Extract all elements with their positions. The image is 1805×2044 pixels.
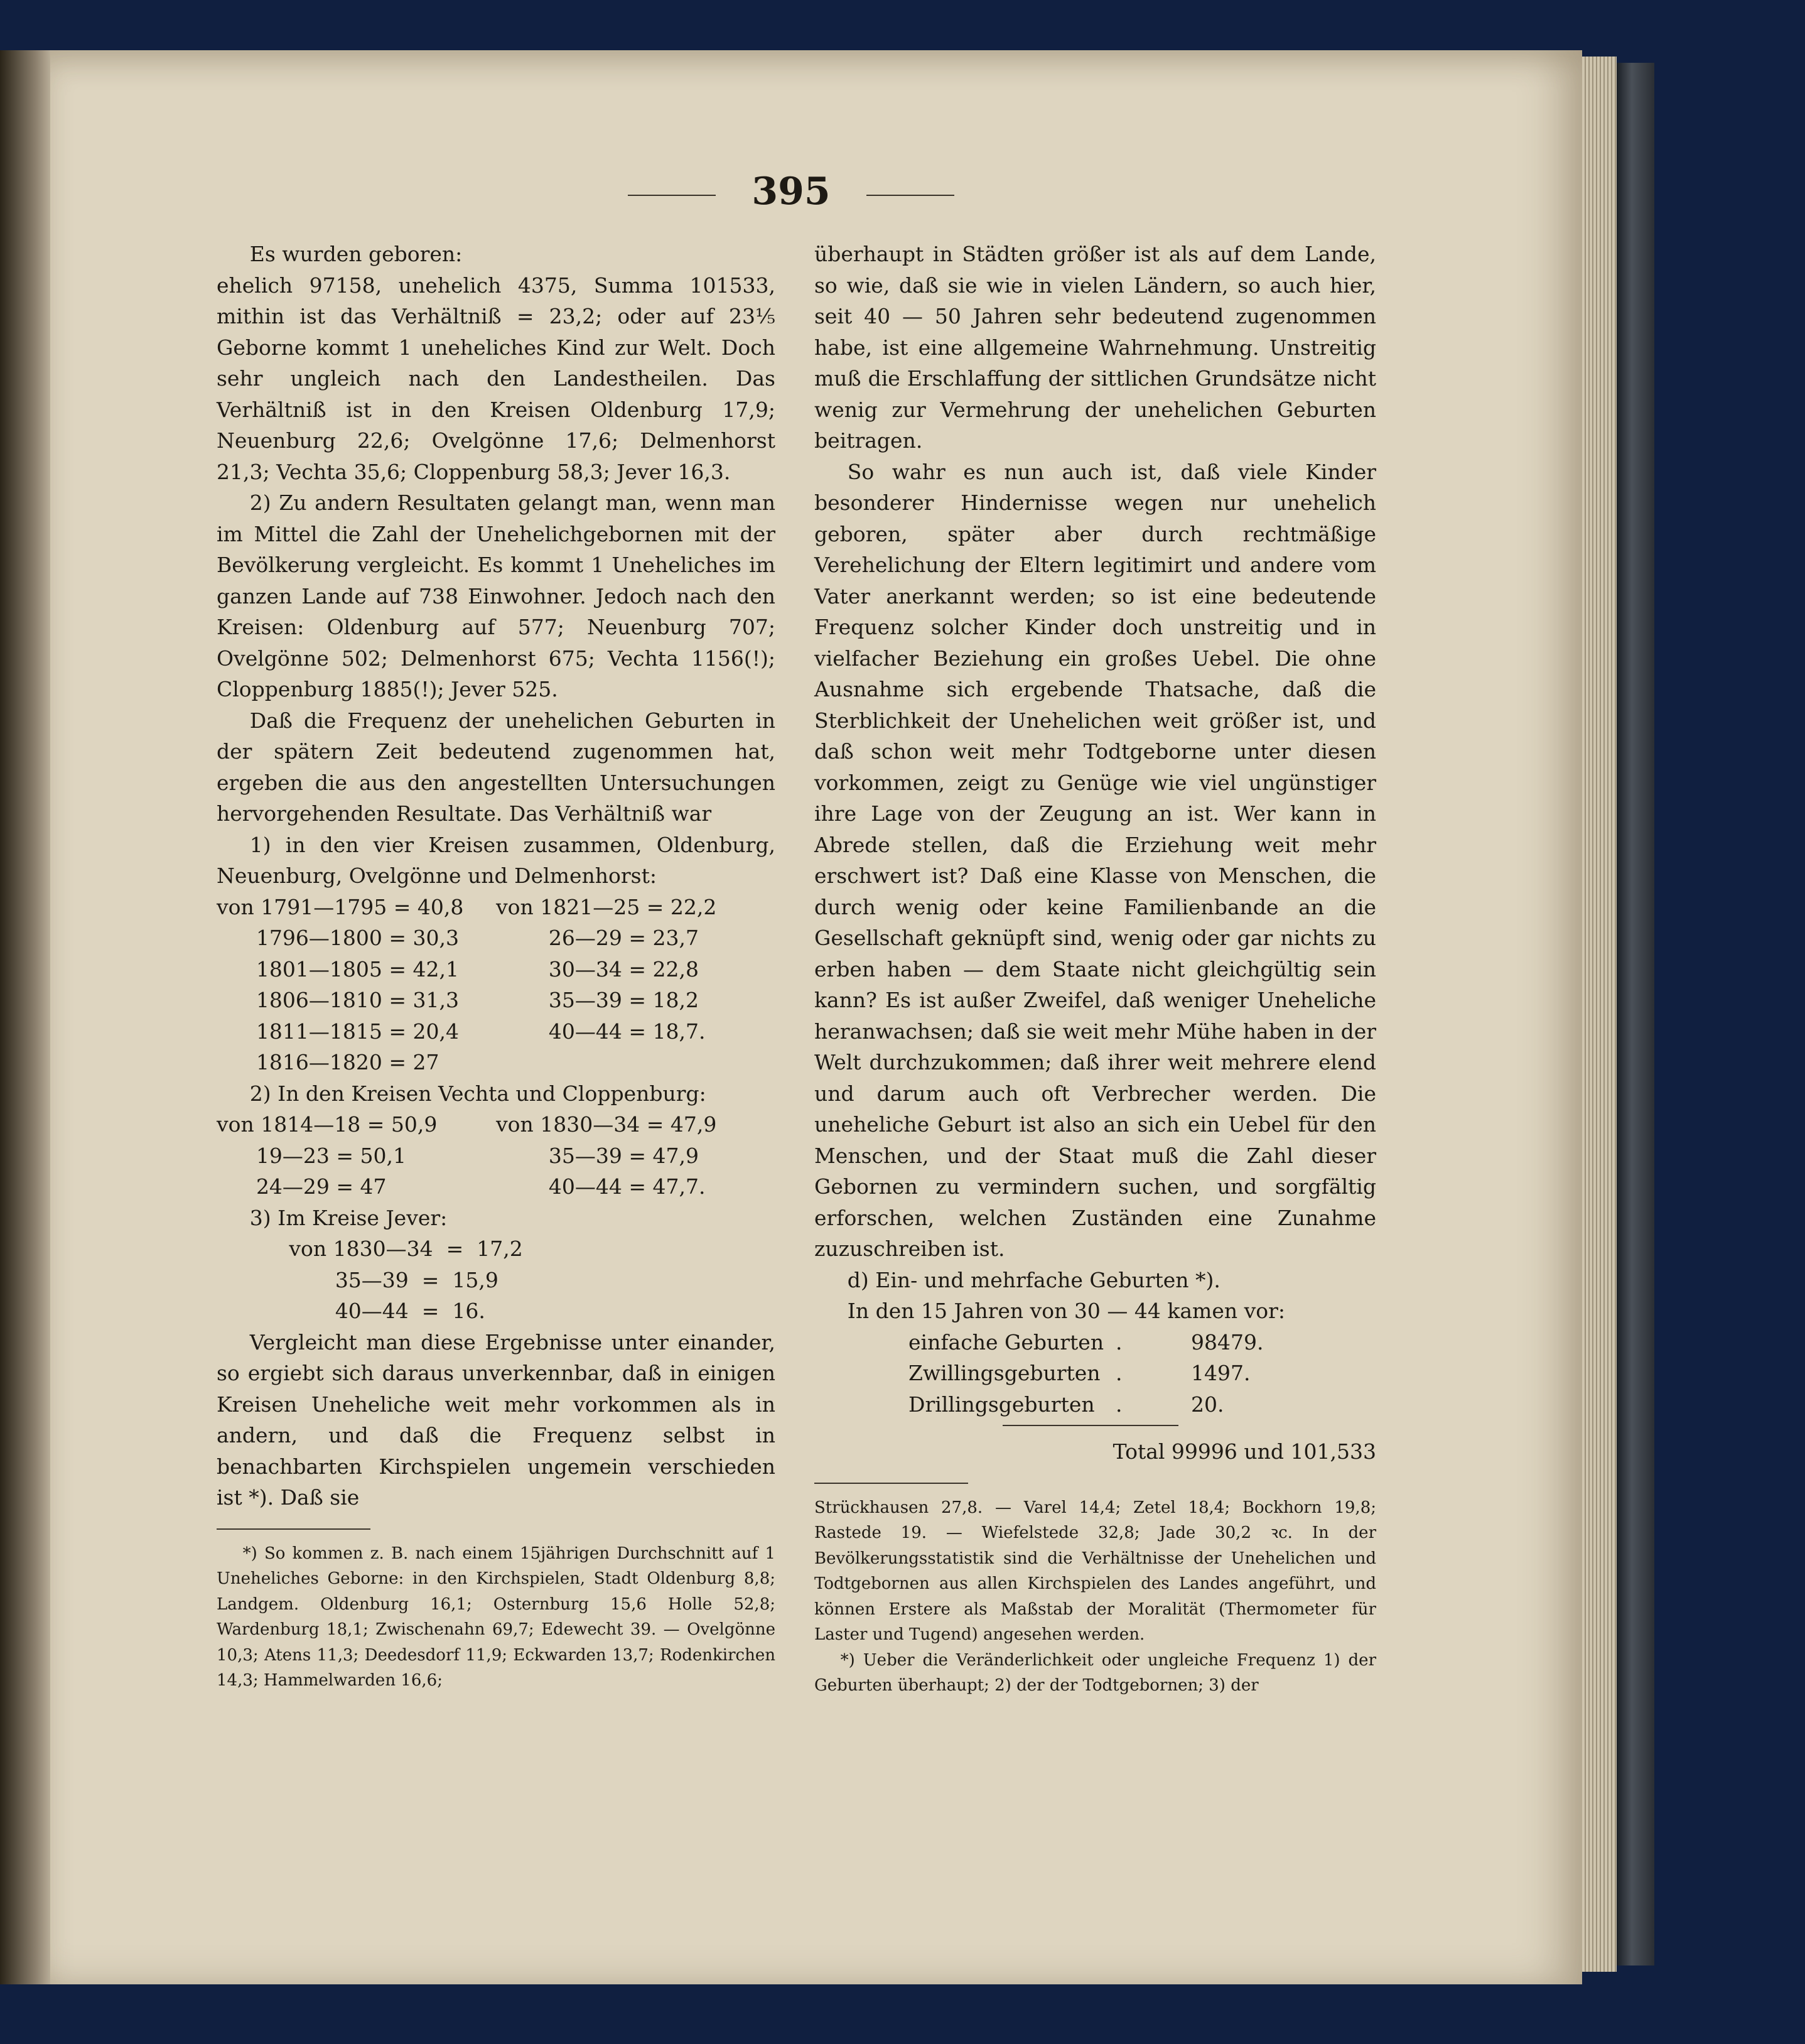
- footnote-text: *) So kommen z. B. nach einem 15jährigen Durchschnitt auf 1 Uneheliches Geborne: in den Kirchspielen, Stadt Oldenburg 8,8; Landgem. Oldenburg 16,1; Osternburg 15,6 Holle 52,8; Wardenburg 18,1; Zwischenahn 69,7; Edewecht 39. — Ovelgönne 10,3; Atens 11,3; Deedesdorf 11,9; Eckwarden 13,7; Rodenkirchen 14,3; Hammelwarden 16,6;: [217, 1544, 775, 1690]
- header-rule-right: [866, 195, 954, 196]
- page-stack-edge: [1582, 57, 1617, 1972]
- table-cell: 30—34 = 22,8: [496, 956, 699, 981]
- table-cell: [496, 1047, 775, 1078]
- table-cell: 1497.: [1191, 1361, 1251, 1385]
- table-cell: 20.: [1191, 1392, 1224, 1417]
- paragraph: ehelich 97158, unehelich 4375, Summa 101533, mithin ist das Verhältniß = 23,2; oder auf 23⅕ Geborne kommt 1 uneheliches Kind zur Welt. Doch sehr ungleich nach den Landestheilen. Das Verhältniß ist in den Kreisen Oldenburg 17,9; Neuenburg 22,6; Ovelgönne 17,6; Delmenhorst 21,3; Vechta 35,6; Cloppenburg 58,3; Jever 16,3.: [217, 273, 775, 484]
- table-cell: 35—39 = 18,2: [496, 988, 699, 1012]
- footnote-rule: [814, 1483, 968, 1484]
- paragraph: So wahr es nun auch ist, daß viele Kinder besonderer Hindernisse wegen nur unehelich geboren, später aber durch rechtmäßige Verehelichung der Eltern legitimirt und andere vom Vater anerkannt werden; so ist eine bedeutende Frequenz solcher Kinder doch unstreitig und in vielfacher Beziehung ein großes Uebel. Die ohne Ausnahme sich ergebende Thatsache, daß die Sterblichkeit der Unehelichen weit größer ist, und daß schon weit mehr Todtgeborne unter diesen vorkommen, zeigt zu Genüge wie viel ungünstiger ihre Lage von der Zeugung an ist. Wer kann in Abrede stellen, daß die Erziehung weit mehr erschwert ist? Daß eine Klasse von Menschen, die durch wenig oder keine Familienbande an die Gesellschaft geknüpft sind, wenig oder gar nichts zu erben haben — dem Staate nicht gleichgültig sein kann? Es ist außer Zweifel, daß weniger Uneheliche heranwachsen; daß sie weit mehr Mühe haben in der Welt durchzukommen; daß ihrer weit mehrere elend und darum auch oft Verbrecher werden. Die uneheliche Geburt ist also an sich ein Uebel für den Menschen, und der Staat muß die Zahl dieser Gebornen zu vermindern suchen, und sorgfältig erforschen, welchen Zuständen eine Zunahme zuzuschreiben ist.: [814, 459, 1376, 1261]
- paragraph: Vergleicht man diese Ergebnisse unter einander, so ergiebt sich daraus unverkennbar, daß in einigen Kreisen Uneheliche weit mehr vorkommen als in andern, und daß die Frequenz selbst in benachbarten Kirchspielen ungemein verschieden ist *). Daß sie: [217, 1329, 775, 1510]
- table-cell: 26—29 = 23,7: [496, 926, 699, 950]
- table-cell: von 1814—18 = 50,9: [217, 1112, 438, 1137]
- table-row: 35—39 = 15,9: [217, 1267, 498, 1292]
- footnote-text: Strückhausen 27,8. — Varel 14,4; Zetel 18,4; Bockhorn 19,8; Rastede 19. — Wiefelstede 32,8; Jade 30,2 ꝛc. In der Bevölkerungsstatistik sind die Verhältnisse der Unehelichen und Todtgebornen aus allen Kirchspielen des Landes angeführt, und können Erstere als Maßstab der Moralität (Thermometer für Laster und Tugend) angesehen werden.: [814, 1498, 1376, 1644]
- footnote: [217, 1541, 775, 1694]
- table-cell: von 1830—34 = 47,9: [496, 1112, 717, 1137]
- table-cell: 1796—1800 = 30,3: [217, 926, 460, 950]
- table-cell: 40—44 = 18,7.: [496, 1019, 706, 1044]
- ratio-table-3: [217, 1233, 775, 1327]
- paragraph: 3) Im Kreise Jever:: [249, 1205, 448, 1230]
- header-rule-left: [628, 195, 716, 196]
- table-cell: .: [1116, 1392, 1123, 1417]
- footnote: [814, 1495, 1376, 1699]
- page-number: 395: [752, 170, 831, 214]
- table-cell: 1816—1820 = 27: [217, 1050, 439, 1074]
- paragraph: Daß die Frequenz der unehelichen Geburten in der spätern Zeit bedeutend zugenommen hat, ergeben die aus den angestellten Untersuchungen hervorgehenden Resultate. Das Verhältniß war: [217, 708, 775, 826]
- table-cell: 1811—1815 = 20,4: [217, 1019, 460, 1044]
- table-row: 40—44 = 16.: [217, 1299, 485, 1323]
- paragraph: 2) In den Kreisen Vechta und Cloppenburg:: [249, 1081, 706, 1106]
- left-page-edge: [0, 50, 50, 1984]
- table-cell: 35—39 = 47,9: [496, 1143, 699, 1168]
- table-cell: einfache Geburten: [908, 1329, 1104, 1355]
- table-cell: 19—23 = 50,1: [217, 1143, 407, 1168]
- table-cell: .: [1116, 1361, 1123, 1385]
- table-cell: 40—44 = 47,7.: [496, 1174, 706, 1199]
- table-cell: von 1821—25 = 22,2: [496, 894, 717, 919]
- footnote-rule: [217, 1528, 370, 1530]
- right-column: [814, 239, 1376, 1699]
- paragraph: überhaupt in Städten größer ist als auf dem Lande, so wie, daß sie wie in vielen Ländern, so auch hier, seit 40 — 50 Jahren sehr bedeutend zugenommen habe, ist eine allgemeine Wahrnehmung. Unstreitig muß die Erschlaffung der sittlichen Grundsätze nicht wenig zur Vermehrung der unehelichen Geburten beitragen.: [814, 242, 1376, 453]
- total-rule: [1003, 1425, 1178, 1426]
- table-cell: 98479.: [1191, 1329, 1264, 1355]
- section-heading: d) Ein- und mehrfache Geburten *).: [847, 1267, 1220, 1292]
- table-cell: Zwillingsgeburten: [908, 1361, 1101, 1385]
- table-cell: 1801—1805 = 42,1: [217, 956, 460, 981]
- table-cell: .: [1116, 1329, 1123, 1355]
- ratio-table-1: [217, 892, 775, 1078]
- paragraph: 2) Zu andern Resultaten gelangt man, wenn man im Mittel die Zahl der Unehelichgebornen mit der Bevölkerung vergleicht. Es kommt 1 Uneheliches im ganzen Lande auf 738 Einwohner. Jedoch nach den Kreisen: Oldenburg auf 577; Neuenburg 707; Ovelgönne 502; Delmenhorst 675; Vechta 1156(!); Cloppenburg 1885(!); Jever 525.: [217, 490, 775, 701]
- births-table: [908, 1327, 1376, 1420]
- table-cell: Drillingsgeburten: [908, 1392, 1095, 1417]
- page-header: [628, 170, 954, 220]
- footnote-text: *) Ueber die Veränderlichkeit oder ungleiche Frequenz 1) der Geburten überhaupt; 2) der der Todtgebornen; 3) der: [814, 1650, 1376, 1695]
- table-cell: 24—29 = 47: [217, 1174, 387, 1199]
- paragraph: Es wurden geboren:: [249, 242, 463, 266]
- paragraph: In den 15 Jahren von 30 — 44 kamen vor:: [847, 1299, 1286, 1323]
- births-total: Total 99996 und 101,533: [1113, 1439, 1376, 1464]
- table-cell: 1806—1810 = 31,3: [217, 988, 460, 1012]
- book-cover-edge: [1617, 63, 1654, 1966]
- ratio-table-2: [217, 1109, 775, 1203]
- table-row: von 1830—34 = 17,2: [217, 1236, 523, 1261]
- table-cell: von 1791—1795 = 40,8: [217, 894, 464, 919]
- paragraph: 1) in den vier Kreisen zusammen, Oldenburg, Neuenburg, Ovelgönne und Delmenhorst:: [217, 832, 775, 888]
- left-column: [217, 239, 775, 1694]
